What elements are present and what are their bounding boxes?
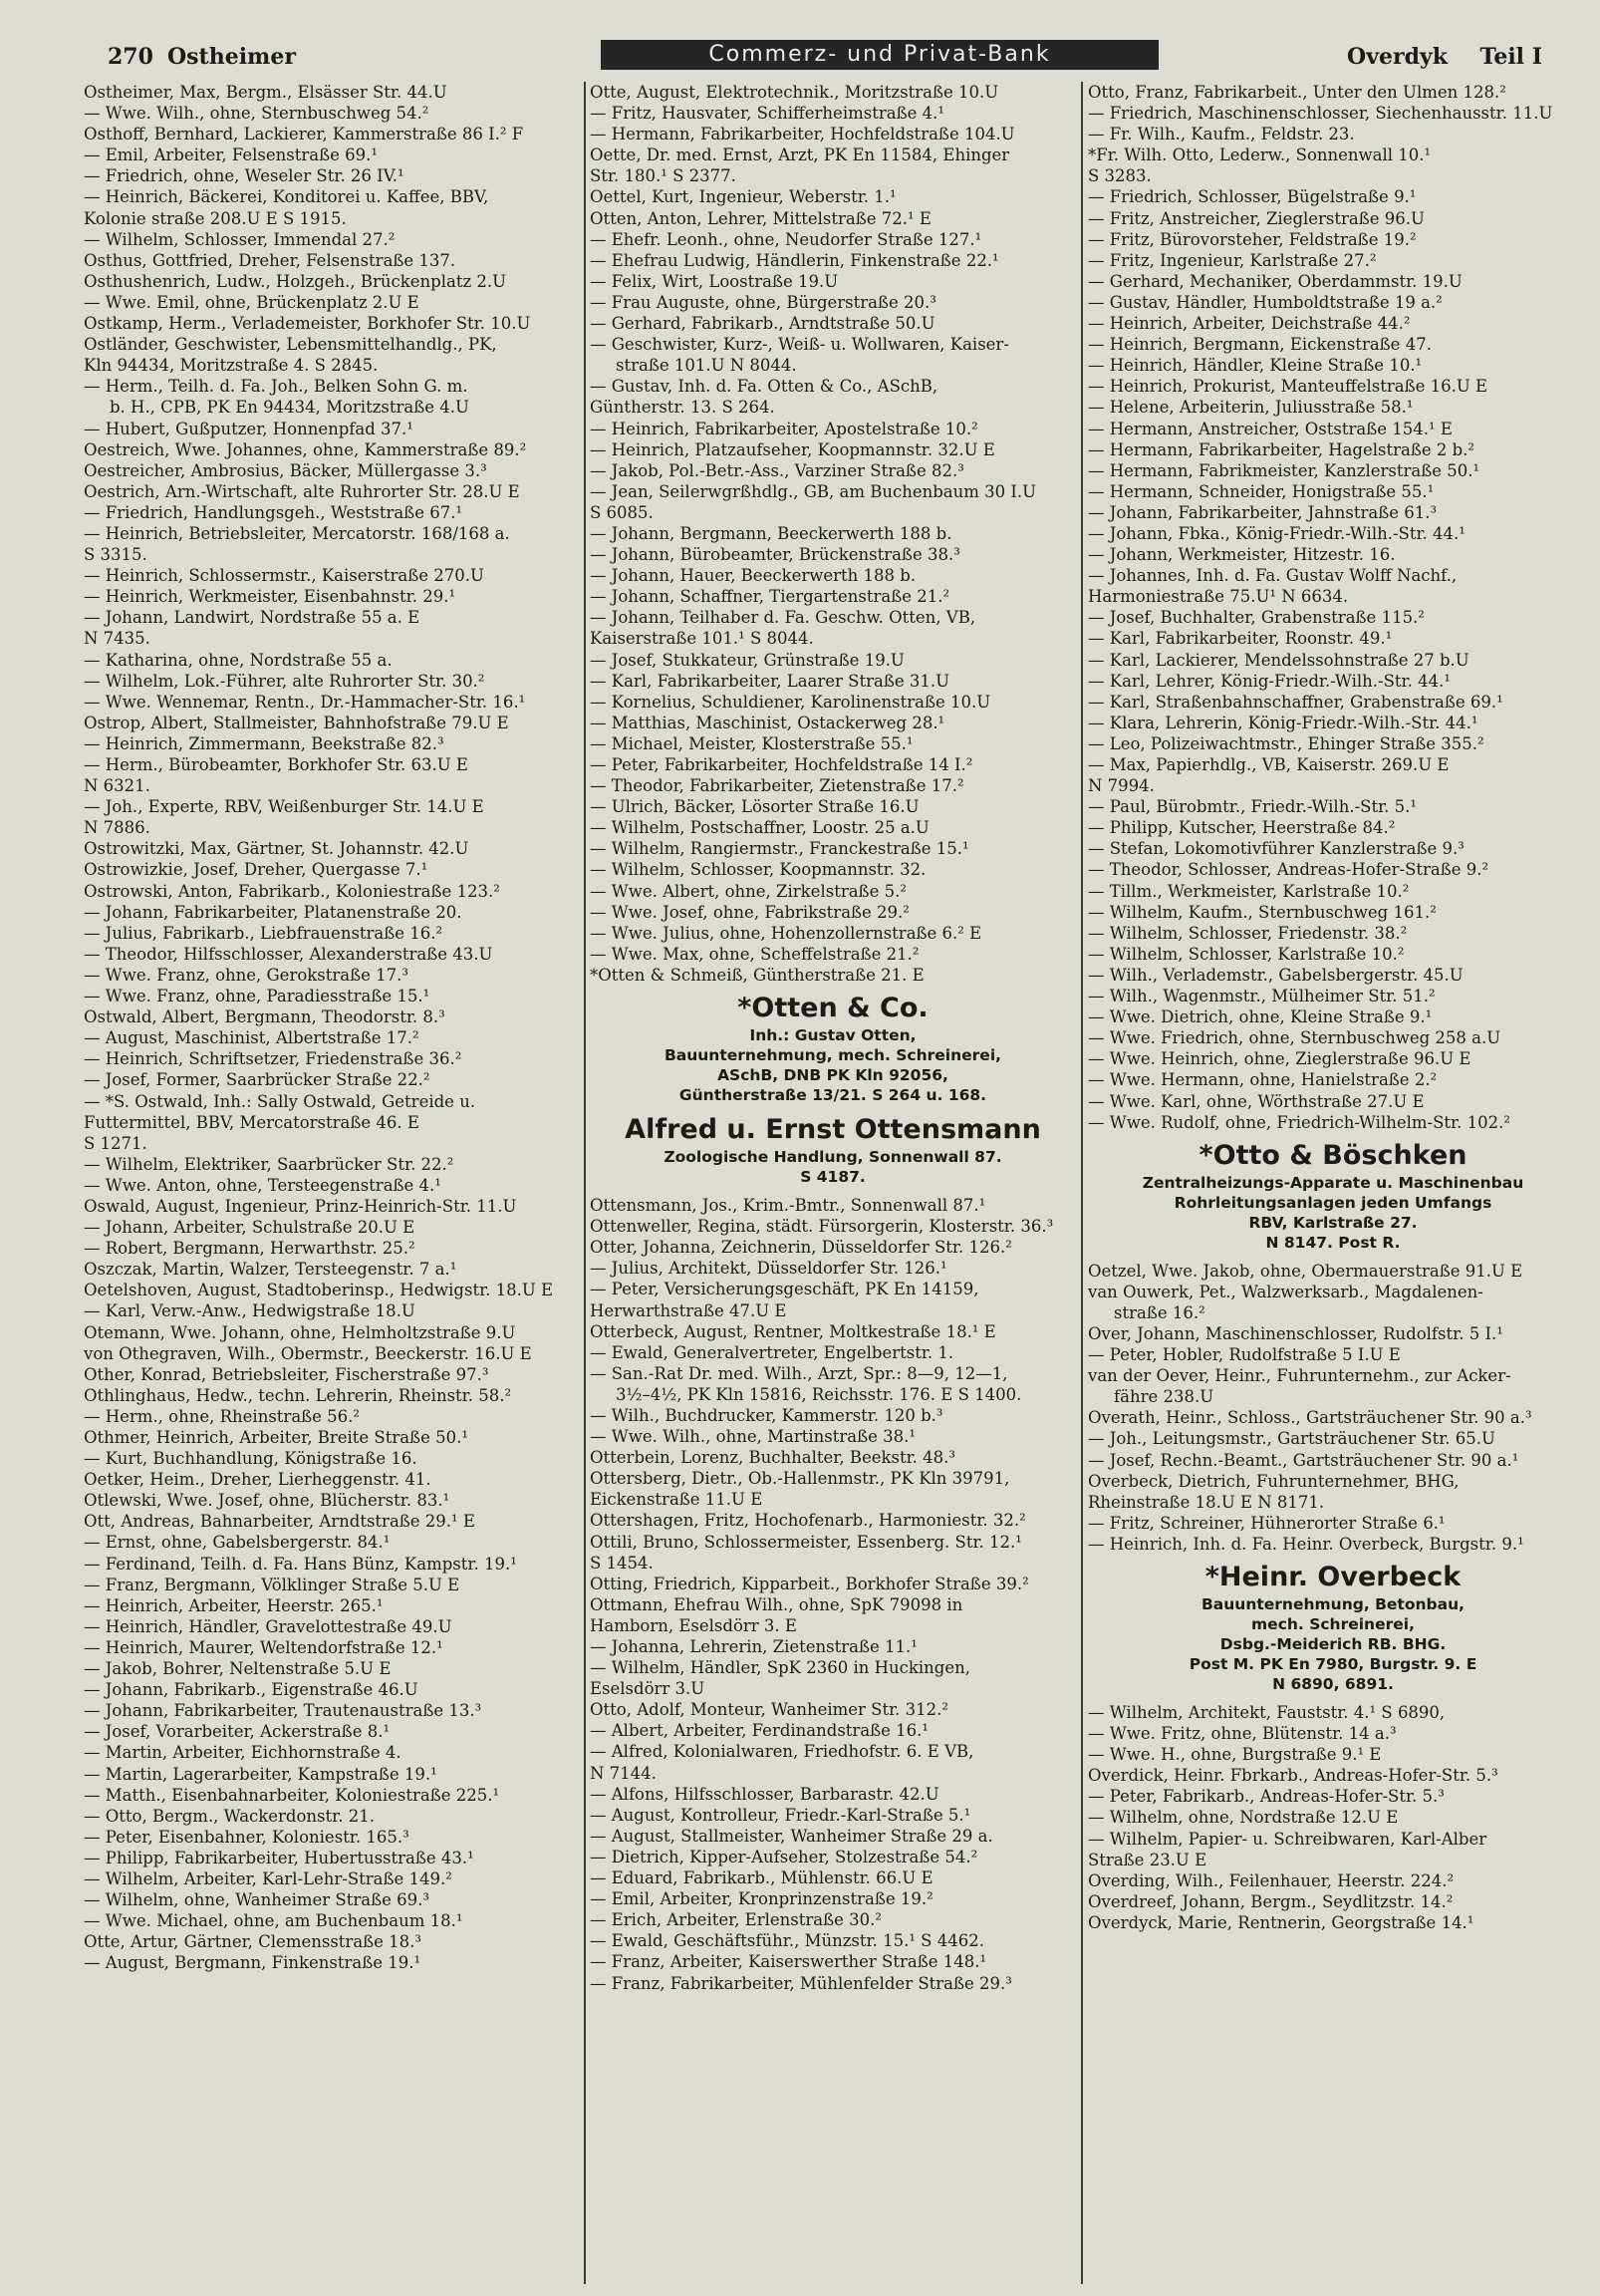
directory-entry: von Othegraven, Wilh., Obermstr., Beeckerstr. 16.U E — [84, 1343, 532, 1363]
directory-entry: — Wwe. Anton, ohne, Tersteegenstraße 4.¹ — [84, 1175, 441, 1195]
directory-entry: Otterbein, Lorenz, Buchhalter, Beekstr. 48.³ — [590, 1448, 956, 1468]
directory-entry: — Peter, Fabrikarbeiter, Hochfeldstraße 14 I.² — [590, 755, 973, 774]
directory-entry: — Ewald, Geschäftsführ., Münzstr. 15.¹ S 4462. — [590, 1931, 984, 1951]
directory-entry: Otte, August, Elektrotechnik., Moritzstraße 10.U — [590, 83, 999, 102]
directory-entry: — Johann, Werkmeister, Hitzestr. 16. — [1088, 545, 1396, 565]
column-middle — [586, 82, 1080, 2284]
directory-entry: — Wilhelm, Kaufm., Sternbuschweg 161.² — [1088, 902, 1437, 922]
directory-entry: Ostheimer, Max, Bergm., Elsässer Str. 44.U — [84, 83, 447, 102]
directory-entry: Otting, Friedrich, Kipparbeit., Borkhofer Straße 39.² — [590, 1574, 1029, 1593]
directory-entry: — Hermann, Fabrikarbeiter, Hagelstraße 2 b.² — [1088, 439, 1475, 459]
directory-entry: — Wilhelm, Arbeiter, Karl-Lehr-Straße 149.² — [84, 1868, 452, 1888]
directory-entry: Oette, Dr. med. Ernst, Arzt, PK En 11584, Ehinger — [590, 145, 1010, 165]
part-label: Teil I — [1479, 44, 1542, 70]
directory-entry: Str. 180.¹ S 2377. — [590, 166, 736, 186]
left-running-head: Ostheimer — [167, 44, 296, 70]
directory-entry: — Wwe. Franz, ohne, Paradiesstraße 15.¹ — [84, 987, 430, 1006]
directory-entry: — Heinrich, Schlossermstr., Kaiserstraße 270.U — [84, 566, 484, 586]
directory-entry: — Stefan, Lokomotivführer Kanzlerstraße 9.³ — [1088, 839, 1465, 859]
directory-entry: — Peter, Fabrikarb., Andreas-Hofer-Str. 5.³ — [1088, 1787, 1445, 1807]
advert-line: Zentralheizungs-Apparate u. Maschinenbau — [1142, 1173, 1524, 1192]
directory-entry: — Heinrich, Zimmermann, Beekstraße 82.³ — [84, 733, 444, 753]
directory-entry: — Tillm., Werkmeister, Karlstraße 10.² — [1088, 881, 1410, 901]
directory-entry: — Albert, Arbeiter, Ferdinandstraße 16.¹ — [590, 1721, 930, 1741]
directory-entry: Oszczak, Martin, Walzer, Tersteegenstr. 7 a.¹ — [84, 1260, 457, 1280]
directory-entry: — Wwe. Emil, ohne, Brückenplatz 2.U E — [84, 292, 419, 312]
directory-entry: — Josef, Vorarbeiter, Ackerstraße 8.¹ — [84, 1722, 391, 1742]
directory-entry: — August, Stallmeister, Wanheimer Straße 29 a. — [590, 1826, 993, 1846]
directory-entry: — Alfons, Hilfsschlosser, Barbarastr. 42.U — [590, 1784, 939, 1804]
directory-entry: — Fr. Wilh., Kaufm., Feldstr. 23. — [1088, 125, 1355, 144]
advert-line: N 8147. Post R. — [1265, 1233, 1401, 1252]
advert-line: Bauunternehmung, mech. Schreinerei, — [664, 1046, 1002, 1065]
directory-entry: *Otten & Schmeiß, Güntherstraße 21. E — [590, 965, 925, 985]
directory-entry: Overbeck, Dietrich, Fuhrunternehmer, BHG, — [1088, 1471, 1460, 1491]
directory-entry: — Josef, Former, Saarbrücker Straße 22.² — [84, 1070, 430, 1090]
directory-entry: b. H., CPB, PK En 94434, Moritzstraße 4.U — [110, 398, 469, 418]
directory-entry: — Wilh., Wagenmstr., Mülheimer Str. 51.² — [1088, 987, 1436, 1006]
directory-entry: Othmer, Heinrich, Arbeiter, Breite Straße 50.¹ — [84, 1428, 468, 1447]
directory-entry: — Heinrich, Schriftsetzer, Friedenstraße 36.² — [84, 1049, 462, 1069]
directory-entry: — Wilhelm, Architekt, Fauststr. 4.¹ S 6890, — [1088, 1703, 1446, 1722]
directory-entry: — Erich, Arbeiter, Erlenstraße 30.² — [590, 1910, 882, 1930]
advert-title: *Heinr. Overbeck — [1204, 1562, 1462, 1592]
directory-entry: Overding, Wilh., Feilenhauer, Heerstr. 224.² — [1088, 1870, 1455, 1890]
directory-entry: — August, Bergmann, Finkenstraße 19.¹ — [84, 1953, 421, 1973]
directory-entry: Ostrowizkie, Josef, Dreher, Quergasse 7.¹ — [84, 860, 428, 880]
directory-entry: — Matth., Eisenbahnarbeiter, Koloniestraße 225.¹ — [84, 1785, 500, 1805]
directory-entry: — Wilhelm, ohne, Wanheimer Straße 69.³ — [84, 1890, 429, 1910]
directory-entry: Oetzel, Wwe. Jakob, ohne, Obermauerstraße 91.U E — [1088, 1261, 1523, 1281]
directory-entry: — Johann, Bürobeamter, Brückenstraße 38.³ — [590, 545, 960, 565]
directory-entry: — Wwe. Hermann, ohne, Hanielstraße 2.² — [1088, 1070, 1438, 1090]
directory-entry: — Wwe. Dietrich, ohne, Kleine Straße 9.¹ — [1088, 1007, 1433, 1027]
directory-entry: — Johann, Schaffner, Tiergartenstraße 21.² — [590, 587, 950, 607]
directory-entry: — Wilhelm, Lok.-Führer, alte Ruhrorter Str. 30.² — [84, 671, 485, 691]
page-number: 270 — [108, 44, 153, 70]
directory-entry: — Wwe. Rudolf, ohne, Friedrich-Wilhelm-Str. 102.² — [1088, 1112, 1510, 1132]
column-right — [1084, 82, 1582, 2284]
directory-entry: Othlinghaus, Hedw., techn. Lehrerin, Rheinstr. 58.² — [84, 1385, 512, 1405]
advert-title: *Otto & Böschken — [1199, 1139, 1467, 1171]
advert-line: Inh.: Gustav Otten, — [749, 1026, 917, 1045]
directory-entry: — Peter, Versicherungsgeschäft, PK En 14159, — [590, 1280, 979, 1299]
directory-entry: — Heinrich, Arbeiter, Heerstr. 265.¹ — [84, 1595, 384, 1615]
directory-entry: — Wilhelm, ohne, Nordstraße 12.U E — [1088, 1808, 1399, 1828]
directory-entry: — Johann, Arbeiter, Schulstraße 20.U E — [84, 1218, 415, 1238]
directory-entry: — Paul, Bürobmtr., Friedr.-Wilh.-Str. 5.¹ — [1088, 797, 1418, 817]
advert-line: Güntherstraße 13/21. S 264 u. 168. — [678, 1086, 987, 1105]
directory-entry: — Johann, Bergmann, Beeckerwerth 188 b. — [590, 523, 952, 543]
directory-entry: — August, Kontrolleur, Friedr.-Karl-Straße 5.¹ — [590, 1805, 971, 1825]
directory-entry: — Johann, Fabrikarbeiter, Jahnstraße 61.³ — [1088, 502, 1438, 522]
directory-entry: — Heinrich, Platzaufseher, Koopmannstr. 32.U E — [590, 439, 995, 459]
directory-entry: — Heinrich, Betriebsleiter, Mercatorstr. 168/168 a. — [84, 523, 510, 543]
directory-entry: Overdreef, Johann, Bergm., Seydlitzstr. 14.² — [1088, 1891, 1454, 1911]
directory-entry: — Fritz, Schreiner, Hühnerorter Straße 6.¹ — [1088, 1513, 1446, 1533]
directory-entry: — San.-Rat Dr. med. Wilh., Arzt, Spr.: 8—9, 12—1, — [590, 1363, 1008, 1383]
directory-entry: — Franz, Arbeiter, Kaiserswerther Straße 148.¹ — [590, 1952, 987, 1972]
directory-entry: — Johann, Hauer, Beeckerwerth 188 b. — [590, 566, 917, 586]
directory-entry: — Wwe. Karl, ohne, Wörthstraße 27.U E — [1088, 1091, 1425, 1111]
directory-entry: — Wwe. Heinrich, ohne, Zieglerstraße 96.U E — [1088, 1049, 1471, 1069]
directory-entry: — Philipp, Fabrikarbeiter, Hubertusstraße 43.¹ — [84, 1848, 474, 1867]
directory-entry: — Josef, Stukkateur, Grünstraße 19.U — [590, 650, 905, 670]
directory-entry: straße 101.U N 8044. — [616, 356, 797, 376]
directory-entry: — Josef, Rechn.-Beamt., Gartsträuchener Str. 90 a.¹ — [1088, 1450, 1519, 1470]
directory-entry: — Frau Auguste, ohne, Bürgerstraße 20.³ — [590, 292, 936, 312]
directory-entry: straße 16.² — [1114, 1302, 1205, 1322]
directory-entry: — Jakob, Bohrer, Neltenstraße 5.U E — [84, 1659, 392, 1679]
directory-entry: — Wwe. Friedrich, ohne, Sternbuschweg 258 a.U — [1088, 1028, 1501, 1048]
page-header — [108, 40, 1542, 74]
advert-line: N 6890, 6891. — [1272, 1675, 1394, 1693]
directory-entry: — Heinrich, Bäckerei, Konditorei u. Kaffee, BBV, — [84, 187, 489, 207]
directory-entry: — Jean, Seilerwgrßhdlg., GB, am Buchenbaum 30 I.U — [590, 481, 1037, 501]
directory-entry: Osthushenrich, Ludw., Holzgeh., Brückenplatz 2.U — [84, 271, 507, 291]
directory-entry: — Friedrich, Maschinenschlosser, Siechenhausstr. 11.U — [1088, 104, 1553, 124]
directory-entry: Otten, Anton, Lehrer, Mittelstraße 72.¹ E — [590, 208, 932, 228]
directory-entry: Oestrich, Arn.-Wirtschaft, alte Ruhrorter Str. 28.U E — [84, 481, 520, 501]
directory-entry: — Fritz, Hausvater, Schifferheimstraße 4.¹ — [590, 104, 944, 124]
directory-entry: — Theodor, Hilfsschlosser, Alexanderstraße 43.U — [84, 944, 493, 964]
directory-entry: — Ferdinand, Teilh. d. Fa. Hans Bünz, Kampstr. 19.¹ — [84, 1554, 517, 1574]
directory-entry: — Wwe. Wilh., ohne, Sternbuschweg 54.² — [84, 104, 429, 124]
directory-entry: — Johanna, Lehrerin, Zietenstraße 11.¹ — [590, 1637, 918, 1656]
directory-entry: Overath, Heinr., Schloss., Gartsträuchener Str. 90 a.³ — [1088, 1408, 1532, 1428]
directory-entry: van Ouwerk, Pet., Walzwerksarb., Magdalenen- — [1088, 1282, 1483, 1301]
directory-entry: — Katharina, ohne, Nordstraße 55 a. — [84, 650, 393, 670]
directory-entry: Straße 23.U E — [1088, 1850, 1207, 1869]
directory-entry: — Karl, Fabrikarbeiter, Laarer Straße 31.U — [590, 671, 949, 691]
directory-entry: — Fritz, Anstreicher, Zieglerstraße 96.U — [1088, 208, 1425, 228]
directory-entry: — Johannes, Inh. d. Fa. Gustav Wolff Nachf., — [1088, 566, 1458, 586]
advert-heinr-overbeck — [1084, 1561, 1582, 1694]
directory-entry: — Wilhelm, Schlosser, Immendal 27.² — [84, 229, 396, 249]
directory-entry: — Leo, Polizeiwachtmstr., Ehinger Straße 355.² — [1088, 733, 1484, 753]
directory-entry: Oswald, August, Ingenieur, Prinz-Heinrich-Str. 11.U — [84, 1196, 517, 1216]
directory-entry: — Joh., Experte, RBV, Weißenburger Str. 14.U E — [84, 797, 484, 817]
directory-entry: — Joh., Leitungsmstr., Gartsträuchener Str. 65.U — [1088, 1429, 1495, 1449]
directory-entry: — Peter, Hobler, Rudolfstraße 5 I.U E — [1088, 1345, 1401, 1365]
directory-entry: — Herm., ohne, Rheinstraße 56.² — [84, 1406, 361, 1426]
directory-entry: — Michael, Meister, Klosterstraße 55.¹ — [590, 733, 914, 753]
directory-entry: — Max, Papierhdlg., VB, Kaiserstr. 269.U E — [1088, 755, 1450, 774]
directory-entry: Kaiserstraße 101.¹ S 8044. — [590, 629, 814, 649]
directory-entry: Oetelshoven, August, Stadtoberinsp., Hedwigstr. 18.U E — [84, 1281, 554, 1300]
directory-entry: fähre 238.U — [1114, 1387, 1214, 1407]
directory-entry: — Otto, Bergm., Wackerdonstr. 21. — [84, 1806, 375, 1826]
directory-entry: Ostrowitzki, Max, Gärtner, St. Johannstr. 42.U — [84, 839, 469, 859]
directory-entry: — Karl, Fabrikarbeiter, Roonstr. 49.¹ — [1088, 629, 1393, 649]
directory-entry: Ottenweller, Regina, städt. Fürsorgerin, Klosterstr. 36.³ — [590, 1217, 1054, 1237]
directory-entry: *Fr. Wilh. Otto, Lederw., Sonnenwall 10.¹ — [1088, 145, 1432, 165]
directory-entry: S 1454. — [590, 1553, 654, 1573]
advert-otten-co — [586, 992, 1080, 1105]
directory-entry: — Friedrich, Schlosser, Bügelstraße 9.¹ — [1088, 187, 1417, 207]
directory-entry: Other, Konrad, Betriebsleiter, Fischerstraße 97.³ — [84, 1364, 489, 1384]
advert-otto-boeschken — [1084, 1139, 1582, 1253]
directory-entry: Hamborn, Eselsdörr 3. E — [590, 1615, 797, 1635]
directory-entry: Otter, Johanna, Zeichnerin, Düsseldorfer Str. 126.² — [590, 1238, 1012, 1258]
directory-entry: — Wilhelm, Papier- u. Schreibwaren, Karl-Alber — [1088, 1829, 1487, 1849]
advert-line: Dsbg.-Meiderich RB. BHG. — [1219, 1635, 1447, 1653]
directory-entry: N 7886. — [84, 818, 150, 838]
directory-entry: — Heinrich, Inh. d. Fa. Heinr. Overbeck, Burgstr. 9.¹ — [1088, 1534, 1524, 1554]
directory-entry: — Wwe. Michael, ohne, am Buchenbaum 18.¹ — [84, 1911, 463, 1931]
directory-entry: — Wwe. H., ohne, Burgstraße 9.¹ E — [1088, 1745, 1382, 1765]
directory-entry: — Theodor, Schlosser, Andreas-Hofer-Straße 9.² — [1088, 860, 1489, 880]
directory-entry: Otterbeck, August, Rentner, Moltkestraße 18.¹ E — [590, 1321, 996, 1341]
directory-entry: Ostländer, Geschwister, Lebensmittelhandlg., PK, — [84, 335, 497, 355]
directory-entry: Osthus, Gottfried, Dreher, Felsenstraße 137. — [84, 250, 456, 270]
directory-entry: Ostrop, Albert, Stallmeister, Bahnhofstraße 79.U E — [84, 713, 509, 732]
directory-entry: — Karl, Straßenbahnschaffner, Grabenstraße 69.¹ — [1088, 692, 1503, 712]
advert-line: RBV, Karlstraße 27. — [1248, 1213, 1418, 1232]
directory-entry: Ottili, Bruno, Schlossermeister, Essenberg. Str. 12.¹ — [590, 1532, 1022, 1552]
advert-line: S 4187. — [800, 1168, 866, 1187]
directory-entry: — Klara, Lehrerin, König-Friedr.-Wilh.-Str. 44.¹ — [1088, 713, 1478, 732]
directory-entry: — Gustav, Inh. d. Fa. Otten & Co., ASchB, — [590, 377, 938, 397]
directory-entry: — Martin, Arbeiter, Eichhornstraße 4. — [84, 1743, 401, 1763]
right-running-head: Overdyk — [1347, 44, 1448, 70]
directory-entry: — Theodor, Fabrikarbeiter, Zietenstraße 17.² — [590, 776, 964, 796]
directory-entry: Eselsdörr 3.U — [590, 1679, 705, 1699]
directory-entry: — Friedrich, ohne, Weseler Str. 26 IV.¹ — [84, 166, 404, 186]
directory-entry: — Martin, Lagerarbeiter, Kampstraße 19.¹ — [84, 1764, 437, 1784]
directory-entry: — Geschwister, Kurz-, Weiß- u. Wollwaren, Kaiser- — [590, 335, 1009, 355]
directory-entry: — Wwe. Franz, ohne, Gerokstraße 17.³ — [84, 965, 408, 985]
directory-entry: — Friedrich, Handlungsgeh., Weststraße 67.¹ — [84, 502, 463, 522]
directory-entry: — Wilh., Verlademstr., Gabelsbergerstr. 45.U — [1088, 965, 1464, 985]
directory-entry: Ostkamp, Herm., Verlademeister, Borkhofer Str. 10.U — [84, 314, 531, 334]
column-divider — [1081, 82, 1083, 2284]
advert-line: ASchB, DNB PK Kln 92056, — [717, 1066, 948, 1085]
directory-entry: — Dietrich, Kipper-Aufseher, Stolzestraße 54.² — [590, 1847, 978, 1866]
directory-entry: — Karl, Lehrer, König-Friedr.-Wilh.-Str. 44.¹ — [1088, 671, 1451, 691]
directory-entry: Kolonie straße 208.U E S 1915. — [84, 208, 347, 228]
directory-entry: — Wilhelm, Postschaffner, Loostr. 25 a.U — [590, 818, 930, 838]
directory-entry: — Wwe. Albert, ohne, Zirkelstraße 5.² — [590, 881, 907, 901]
column-left — [80, 82, 583, 2284]
directory-entry: — Ehefr. Leonh., ohne, Neudorfer Straße 127.¹ — [590, 229, 982, 249]
directory-entry: — Gerhard, Fabrikarb., Arndtstraße 50.U — [590, 314, 935, 334]
directory-entry: Oestreich, Wwe. Johannes, ohne, Kammerstraße 89.² — [84, 439, 527, 459]
directory-entry: — Fritz, Bürovorsteher, Feldstraße 19.² — [1088, 229, 1417, 249]
advert-line: Post M. PK En 7980, Burgstr. 9. E — [1189, 1655, 1477, 1673]
directory-entry: Kln 94434, Moritzstraße 4. S 2845. — [84, 356, 379, 376]
directory-entry: — Heinrich, Werkmeister, Eisenbahnstr. 29.¹ — [84, 587, 456, 607]
directory-entry: — Robert, Bergmann, Herwarthstr. 25.² — [84, 1239, 415, 1259]
directory-entry: — Hermann, Anstreicher, Oststraße 154.¹ E — [1088, 419, 1453, 438]
advert-line: Bauunternehmung, Betonbau, — [1200, 1595, 1466, 1613]
directory-entry: — Ehefrau Ludwig, Händlerin, Finkenstraße 22.¹ — [590, 250, 999, 270]
directory-entry: Herwarthstraße 47.U E — [590, 1300, 787, 1320]
directory-entry: Eickenstraße 11.U E — [590, 1490, 763, 1510]
directory-entry: — August, Maschinist, Albertstraße 17.² — [84, 1028, 419, 1048]
directory-entry: — Johann, Fbka., König-Friedr.-Wilh.-Str. 44.¹ — [1088, 523, 1466, 543]
directory-entry: Ostrowski, Anton, Fabrikarb., Koloniestraße 123.² — [84, 881, 500, 901]
directory-entry: Overdick, Heinr. Fbrkarb., Andreas-Hofer-Str. 5.³ — [1088, 1766, 1498, 1786]
directory-entry: Otte, Artur, Gärtner, Clemensstraße 18.³ — [84, 1932, 422, 1952]
directory-entry: — Ulrich, Bäcker, Lösorter Straße 16.U — [590, 797, 920, 817]
directory-entry: — Alfred, Kolonialwaren, Friedhofstr. 6. E VB, — [590, 1742, 974, 1762]
directory-entry: — Herm., Teilh. d. Fa. Joh., Belken Sohn G. m. — [84, 377, 468, 397]
directory-entry: N 7144. — [590, 1763, 657, 1783]
directory-entry: — Hubert, Gußputzer, Honnenpfad 37.¹ — [84, 419, 413, 438]
directory-entry: — Ewald, Generalvertreter, Engelbertstr. 1. — [590, 1342, 954, 1362]
directory-entry: — Heinrich, Händler, Kleine Straße 10.¹ — [1088, 356, 1423, 376]
directory-entry: — Emil, Arbeiter, Felsenstraße 69.¹ — [84, 145, 379, 165]
directory-entry: Rheinstraße 18.U E N 8171. — [1088, 1492, 1325, 1512]
directory-entry: — Heinrich, Maurer, Weltendorfstraße 12.¹ — [84, 1637, 443, 1657]
directory-entry: Overdyck, Marie, Rentnerin, Georgstraße 14.¹ — [1088, 1912, 1474, 1932]
directory-entry: Oetker, Heim., Dreher, Lierheggenstr. 41. — [84, 1470, 431, 1490]
directory-entry: — Heinrich, Fabrikarbeiter, Apostelstraße 10.² — [590, 419, 978, 438]
directory-entry: — Philipp, Kutscher, Heerstraße 84.² — [1088, 818, 1396, 838]
directory-entry: — Herm., Bürobeamter, Borkhofer Str. 63.U E — [84, 755, 468, 774]
directory-entry: — Gerhard, Mechaniker, Oberdammstr. 19.U — [1088, 271, 1463, 291]
directory-entry: — Kornelius, Schuldiener, Karolinenstraße 10.U — [590, 692, 991, 712]
directory-entry: Ottmann, Ehefrau Wilh., ohne, SpK 79098 in — [590, 1594, 963, 1614]
directory-entry: S 6085. — [590, 502, 654, 522]
directory-entry: Over, Johann, Maschinenschlosser, Rudolfstr. 5 I.¹ — [1088, 1323, 1503, 1343]
advert-title: Alfred u. Ernst Ottensmann — [625, 1114, 1041, 1146]
directory-entry: — Wwe. Wilh., ohne, Martinstraße 38.¹ — [590, 1427, 916, 1447]
directory-entry: — Johann, Teilhaber d. Fa. Geschw. Otten, VB, — [590, 608, 976, 628]
directory-entry: Oettel, Kurt, Ingenieur, Weberstr. 1.¹ — [590, 187, 897, 207]
directory-entry: — Karl, Verw.-Anw., Hedwigstraße 18.U — [84, 1301, 415, 1321]
directory-entry: — *S. Ostwald, Inh.: Sally Ostwald, Getreide u. — [84, 1091, 476, 1111]
directory-entry: S 1271. — [84, 1133, 147, 1153]
directory-entry: Ottershagen, Fritz, Hochofenarb., Harmoniestr. 32.² — [590, 1511, 1026, 1531]
directory-entry: van der Oever, Heinr., Fuhrunternehm., zur Acker- — [1088, 1366, 1511, 1386]
directory-entry: — Peter, Eisenbahner, Koloniestr. 165.³ — [84, 1827, 409, 1847]
advert-line: Rohrleitungsanlagen jeden Umfangs — [1174, 1193, 1492, 1212]
directory-entry: Güntherstr. 13. S 264. — [590, 398, 775, 418]
directory-entry: — Kurt, Buchhandlung, Königstraße 16. — [84, 1449, 417, 1469]
directory-entry: — Franz, Fabrikarbeiter, Mühlenfelder Straße 29.³ — [590, 1973, 1012, 1993]
directory-entry: — Matthias, Maschinist, Ostackerweg 28.¹ — [590, 713, 945, 732]
directory-entry: — Julius, Architekt, Düsseldorfer Str. 126.¹ — [590, 1259, 947, 1279]
directory-entry: — Wwe. Wennemar, Rentn., Dr.-Hammacher-Str. 16.¹ — [84, 692, 526, 712]
directory-entry: — Heinrich, Bergmann, Eickenstraße 47. — [1088, 335, 1432, 355]
directory-entry: — Wilhelm, Schlosser, Karlstraße 10.² — [1088, 944, 1405, 964]
advert-title: *Otten & Co. — [737, 993, 929, 1024]
directory-entry: Otlewski, Wwe. Josef, ohne, Blücherstr. 83.¹ — [84, 1491, 450, 1511]
directory-entry: Osthoff, Bernhard, Lackierer, Kammerstraße 86 I.² F — [84, 125, 524, 144]
directory-entry: Harmoniestraße 75.U¹ N 6634. — [1088, 587, 1349, 607]
directory-entry: — Eduard, Fabrikarb., Mühlenstr. 66.U E — [590, 1868, 933, 1888]
directory-entry: — Wilhelm, Schlosser, Koopmannstr. 32. — [590, 860, 927, 880]
directory-entry: Otemann, Wwe. Johann, ohne, Helmholtzstraße 9.U — [84, 1322, 516, 1342]
directory-entry: Ottersberg, Dietr., Ob.-Hallenmstr., PK Kln 39791, — [590, 1469, 1010, 1489]
directory-entry: Ott, Andreas, Bahnarbeiter, Arndtstraße 29.¹ E — [84, 1512, 475, 1532]
directory-entry: — Karl, Lackierer, Mendelssohnstraße 27 b.U — [1088, 650, 1469, 670]
directory-entry: S 3315. — [84, 545, 147, 565]
directory-entry: — Franz, Bergmann, Völklinger Straße 5.U E — [84, 1575, 460, 1594]
directory-entry: — Wilhelm, Schlosser, Friedenstr. 38.² — [1088, 923, 1408, 943]
directory-entry: — Emil, Arbeiter, Kronprinzenstraße 19.² — [590, 1889, 933, 1909]
directory-entry: Otto, Franz, Fabrikarbeit., Unter den Ulmen 128.² — [1088, 83, 1506, 102]
directory-entry: — Wilhelm, Elektriker, Saarbrücker Str. 22.² — [84, 1154, 454, 1174]
advert-ottensmann — [586, 1113, 1080, 1187]
directory-entry: — Hermann, Schneider, Honigstraße 55.¹ — [1088, 481, 1435, 501]
directory-entry: N 6321. — [84, 776, 150, 796]
directory-entry: — Hermann, Fabrikmeister, Kanzlerstraße 50.¹ — [1088, 460, 1480, 480]
directory-entry: — Johann, Landwirt, Nordstraße 55 a. E — [84, 608, 420, 628]
directory-entry: — Wwe. Julius, ohne, Hohenzollernstraße 6.² E — [590, 923, 982, 943]
directory-entry: — Josef, Buchhalter, Grabenstraße 115.² — [1088, 608, 1425, 628]
directory-entry: — Wilh., Buchdrucker, Kammerstr. 120 b.³ — [590, 1405, 943, 1425]
directory-entry: S 3283. — [1088, 166, 1152, 186]
advert-line: mech. Schreinerei, — [1251, 1615, 1415, 1633]
directory-entry: — Johann, Fabrikarbeiter, Trautenaustraße 13.³ — [84, 1701, 482, 1721]
directory-entry: — Johann, Fabrikarbeiter, Platanenstraße 20. — [84, 902, 462, 922]
advert-line: Zoologische Handlung, Sonnenwall 87. — [664, 1148, 1002, 1167]
directory-entry: — Heinrich, Händler, Gravelottestraße 49.U — [84, 1616, 452, 1636]
directory-entry: — Hermann, Fabrikarbeiter, Hochfeldstraße 104.U — [590, 125, 1015, 144]
directory-entry: — Wwe. Max, ohne, Scheffelstraße 21.² — [590, 944, 920, 964]
directory-entry: — Helene, Arbeiterin, Juliusstraße 58.¹ — [1088, 398, 1414, 418]
directory-entry: Ostwald, Albert, Bergmann, Theodorstr. 8.³ — [84, 1007, 445, 1027]
directory-entry: — Wwe. Josef, ohne, Fabrikstraße 29.² — [590, 902, 910, 922]
directory-entry: Futtermittel, BBV, Mercatorstraße 46. E — [84, 1112, 419, 1132]
directory-entry: N 7435. — [84, 629, 150, 649]
directory-entry: Oestreicher, Ambrosius, Bäcker, Müllergasse 3.³ — [84, 460, 487, 480]
directory-entry: — Wwe. Fritz, ohne, Blütenstr. 14 a.³ — [1088, 1724, 1397, 1744]
directory-entry: — Wilhelm, Händler, SpK 2360 in Huckingen, — [590, 1658, 970, 1678]
directory-entry: N 7994. — [1088, 776, 1155, 796]
directory-entry: — Heinrich, Prokurist, Manteuffelstraße 16.U E — [1088, 377, 1488, 397]
directory-entry: 3½–4½, PK Kln 15816, Reichsstr. 176. E S 1400. — [616, 1384, 1022, 1404]
directory-entry: — Ernst, ohne, Gabelsbergerstr. 84.¹ — [84, 1533, 391, 1553]
bank-banner: Commerz- und Privat-Bank — [601, 40, 1159, 70]
directory-entry: — Gustav, Händler, Humboldtstraße 19 a.² — [1088, 292, 1443, 312]
directory-entry: — Wilhelm, Rangiermstr., Franckestraße 15.¹ — [590, 839, 969, 859]
directory-entry: Otto, Adolf, Monteur, Wanheimer Str. 312.² — [590, 1700, 949, 1720]
directory-entry: — Fritz, Ingenieur, Karlstraße 27.² — [1088, 250, 1377, 270]
directory-entry: — Julius, Fabrikarb., Liebfrauenstraße 16.² — [84, 923, 443, 943]
directory-entry: — Heinrich, Arbeiter, Deichstraße 44.² — [1088, 314, 1411, 334]
directory-entry: — Felix, Wirt, Loostraße 19.U — [590, 271, 839, 291]
directory-entry: Ottensmann, Jos., Krim.-Bmtr., Sonnenwall 87.¹ — [590, 1196, 986, 1216]
directory-entry: — Jakob, Pol.-Betr.-Ass., Varziner Straße 82.³ — [590, 460, 964, 480]
directory-entry: — Johann, Fabrikarb., Eigenstraße 46.U — [84, 1680, 418, 1700]
